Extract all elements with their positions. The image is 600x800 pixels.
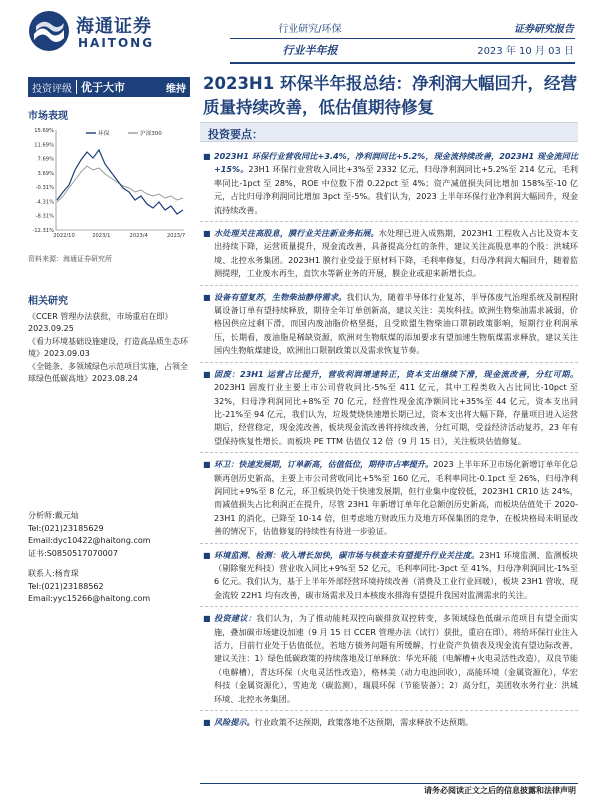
related-item-title: 《看力环境基础设施建设，打造高品质生态环境》 <box>28 337 188 358</box>
analyst-cert: 证书:S0850517070007 <box>28 548 118 558</box>
analyst-name: 分析师:戴元灿 <box>28 511 79 520</box>
analyst-gap <box>28 560 193 568</box>
paragraph-text: 23H1 环保行业营收入同比+3%至 2332 亿元，归母净利润同比+5.2%至 214 亿元，毛利率同比-1pct 至 28%，ROE 中位数下滑 0.22pct 至 4%；资产减值损失同比增加 158%至-10 亿元，占比归母净利润同比增加 3pct 至-5%。我们认为，2023 上半年环保行业净利润大幅回升，现金流持续改善。 <box>214 164 579 215</box>
related-item-title: 《全链条、多领域绿色示范项目实施，占领全球绿色低碳高地》 <box>28 362 188 383</box>
related-item[interactable] <box>28 361 193 385</box>
report-category: 行业研究/环保 <box>278 24 342 35</box>
analyst-tel: Tel:(021)23188562 <box>28 581 104 591</box>
paragraph-divider <box>200 362 578 363</box>
report-title: 2023H1 环保半年报总结：净利润大幅回升，经营质量持续改善，低估值期待修复 <box>203 74 577 117</box>
rating-bar <box>28 77 190 97</box>
rating-label: 投资评级 <box>32 83 72 95</box>
related-title: 相关研究 <box>28 296 68 307</box>
related-item-title: 《CCER 管理办法获批，市场重启在即》 <box>28 312 173 321</box>
bullet-icon: ■ <box>203 292 211 302</box>
key-point-paragraph <box>200 716 578 729</box>
bullet-icon: ■ <box>203 614 211 624</box>
y-tick-label: 7.69% <box>37 156 54 163</box>
analyst-email[interactable]: Email:dyc10422@haitong.com <box>28 536 151 545</box>
key-points-bar <box>200 122 578 142</box>
haitong-logo-icon <box>28 10 70 52</box>
paragraph-divider <box>200 710 578 711</box>
bullet-icon: ■ <box>203 369 211 379</box>
brand-name-en: HAITONG <box>78 36 155 50</box>
key-points-label: 投资要点： <box>208 128 263 141</box>
bullet-icon: ■ <box>203 550 211 560</box>
report-body <box>200 150 578 733</box>
paragraph-lead: 环境监测、检测：收入增长加快，碳市场与核查未有望提升行业关注度。 <box>214 549 480 560</box>
paragraph-divider <box>200 221 578 222</box>
paragraph-text: 行业政策不达预期，政策落地不达预期，需求释放不达预期。 <box>254 717 474 728</box>
x-tick-label: 2022/10 <box>53 233 75 239</box>
paragraph-text: 23H1 环境监测、监测板块（剔除聚光科技）营业收入同比+9%至 52 亿元，毛利率同比-3pct 至 41%，归母净利润同比-1%至 6 亿元。我们认为，基于上半年外部经营环境持续改善（消费及工业行业回暖），板块 23H1 营收、现金流较 22H1 均有改善，碳市场需求及日本核废水排海有望提升我国对监测需求的关注。 <box>214 549 578 600</box>
report-date: 2023 年 10 月 03 日 <box>477 46 574 57</box>
paragraph-text: 我们认为，为了推动能耗双控向碳排放双控转变，多领域绿色低碳示范项目有望全面实施，叠加碳市场建设加速（9 月 15 日 CCER 管理办法（试行）获批，重启在即），将给环保行业注入活力，目前行业处于估值低位，若地方债务问题有所缓解，行业资产负债表及现金流有望边际改善，建议关注：1）绿色低碳政策的持续落地及订单释放：华光环能（电解槽+火电灵活性改造），双良节能（电解槽），青达环保（火电灵活性改造），格林美（动力电池回收），高能环境（金属资源化），华宏科技（金属资源化），雪迪龙（碳监测），瑞晨环保（节能装备）；2）高分红，美团收水务行业：洪城环境、北控水务集团。 <box>214 613 579 704</box>
paragraph-lead: 风险提示。 <box>214 717 255 728</box>
header-divider <box>230 38 575 39</box>
company-logo <box>28 10 178 56</box>
paragraph-divider <box>200 543 578 544</box>
paragraph-text: 2023 上半年环卫市场化新增订单年化总额再创历史新高，主要上市公司营收同比+5%至 160 亿元，毛利率同比-0.1pct 至 26%，归母净利润同比+9%至 8 亿元，环卫板块仍处于快速发展期，但行业集中度较低，2023H1 CR10 达 24%，而减值损失占比利润正在提升，尽管 23H1 年新增订单年化总额创历史新高，而板块估值处于 2020-23H1 的消化，已降至 10-14 倍，但考虑地方财政压力及地方环保集团的竞争，在板块格局未明显改善的情况下，估值修复的持续性有待进一步验证。 <box>214 459 578 537</box>
brand-name-cn: 海通证券 <box>76 16 152 37</box>
y-tick-label: 3.69% <box>37 170 54 177</box>
bullet-icon: ■ <box>203 718 211 728</box>
x-tick-label: 2023/1 <box>92 233 111 239</box>
related-item-date: 2023.09.03 <box>44 349 90 358</box>
analyst-name: 联系人:杨育琛 <box>28 569 79 578</box>
paragraph-lead: 环卫：快速发展期，订单新高，估值低位，期待市占率提升。 <box>214 459 434 470</box>
bullet-icon: ■ <box>203 152 211 161</box>
report-type: 行业半年报 <box>282 44 338 57</box>
analyst-email[interactable]: Email:yyc15266@haitong.com <box>28 594 151 603</box>
disclaimer-footer: 请务必阅读正文之后的信息披露和法律声明 <box>424 786 576 795</box>
x-tick-label: 2023/4 <box>129 233 148 239</box>
y-tick-label: -12.31% <box>32 228 54 234</box>
related-item[interactable] <box>28 311 193 335</box>
analyst-tel: Tel:(021)23185629 <box>28 523 104 533</box>
related-list <box>28 311 193 385</box>
key-point-paragraph <box>200 458 578 538</box>
y-tick-label: -0.31% <box>35 185 54 192</box>
related-research <box>28 292 193 386</box>
paragraph-divider <box>200 285 578 286</box>
related-item[interactable] <box>28 336 193 360</box>
footer-divider <box>200 783 578 784</box>
bullet-icon: ■ <box>203 460 211 470</box>
bullet-icon: ■ <box>203 229 211 239</box>
rating-value: 优于大市 <box>81 81 125 94</box>
market-performance-chart <box>28 122 190 252</box>
analyst-contacts <box>28 510 193 606</box>
key-point-paragraph <box>200 612 578 706</box>
paragraph-lead: 设备有望复苏，生物柴油静待需求。 <box>214 291 347 302</box>
paragraph-lead: 固废：23H1 运营占比提升，营收利润增速转正，资本支出继续下滑，现金流改善，分红可期。 <box>214 368 578 379</box>
key-point-paragraph <box>200 150 578 217</box>
paragraph-divider <box>200 452 578 453</box>
market-section-title: 市场表现 <box>28 111 68 122</box>
legend-label: 沪深300 <box>140 131 162 137</box>
paragraph-divider <box>200 606 578 607</box>
key-point-paragraph <box>200 368 578 448</box>
key-point-paragraph <box>200 549 578 603</box>
doc-type: 证券研究报告 <box>514 24 574 35</box>
y-tick-label: 15.69% <box>34 128 54 134</box>
y-tick-label: -8.31% <box>35 213 54 220</box>
key-point-paragraph <box>200 227 578 281</box>
paragraph-lead: 投资建议： <box>214 613 257 624</box>
related-item-date: 2023.09.25 <box>28 324 74 333</box>
key-point-paragraph <box>200 291 578 358</box>
rating-status: 维持 <box>166 83 186 95</box>
x-tick-label: 2023/7 <box>166 233 186 239</box>
chart-source: 资料来源：海通证券研究所 <box>28 255 112 263</box>
legend-label: 环保 <box>98 131 110 137</box>
paragraph-lead: 水处理关注高股息，膜行业关注新业务拓展。 <box>214 228 379 239</box>
report-category-block <box>250 20 370 58</box>
paragraph-lead: 2023H1 环保行业营收同比+3.4%，净利润同比+5.2%，现金流持续改善，2023H1 现金流同比+15%。 <box>214 151 578 175</box>
paragraph-text: 2023H1 固废行业主要上市公司营收同比-5%至 411 亿元，其中工程类收入占比同比-10pct 至 32%，归母净利润同比+8%至 70 亿元，经营性现金流净额同比+35%至 44 亿元，资本支出同比-21%至 94 亿元，我们认为，垃圾焚烧快速增长期已过，资本支出将大幅下降，存量项目进入运营期后，经营稳定，现金流改善，板块现金流改善将持续改善，分红可期，受益经济活动复苏，23 年有望保持恢复性增长。而板块 PE TTM 估值仅 12 倍（9 月 15 日），关注板块估值修复。 <box>214 382 578 446</box>
series-line-env <box>57 150 183 214</box>
paragraph-text: 我们认为，随着半导体行业复苏，半导体废气治理系统及制程附属设备订单有望持续释放，期待全年订单创新高，建议关注：美埃科技。欧洲生物柴油需求减弱，价格因供应过剩下滑，而国内废油脂价格坚挺，且受欧盟生物柴油口罩制政策影响，短期行业利润承压，长期看，废油脂是稀缺资源，欧洲对生物航煤的添加要求有望加速生物航煤需求释放，建议关注国内生物航煤建设，欧洲出口限制政策以及需求恢复节奏。 <box>214 291 578 356</box>
y-tick-label: -4.31% <box>35 199 54 206</box>
header-divider-bottom <box>230 62 575 64</box>
related-item-date: 2023.08.24 <box>92 374 138 383</box>
y-tick-label: 11.69% <box>34 142 54 149</box>
paragraph-text: 水处理已进入成熟期，2023H1 工程收入占比及资本支出持续下降，运营质量提升，现金流改善，具备提高分红的条件，建议关注高股息率的个股：洪城环境、北控水务集团。2023H1 膜行业受益于原材料下降，毛利率修复，归母净利润大幅回升，随着监测提理，工业废水再生，直饮水等新业务的开展，膜企业或迎来新增长点。 <box>214 228 578 279</box>
report-header <box>0 0 600 66</box>
